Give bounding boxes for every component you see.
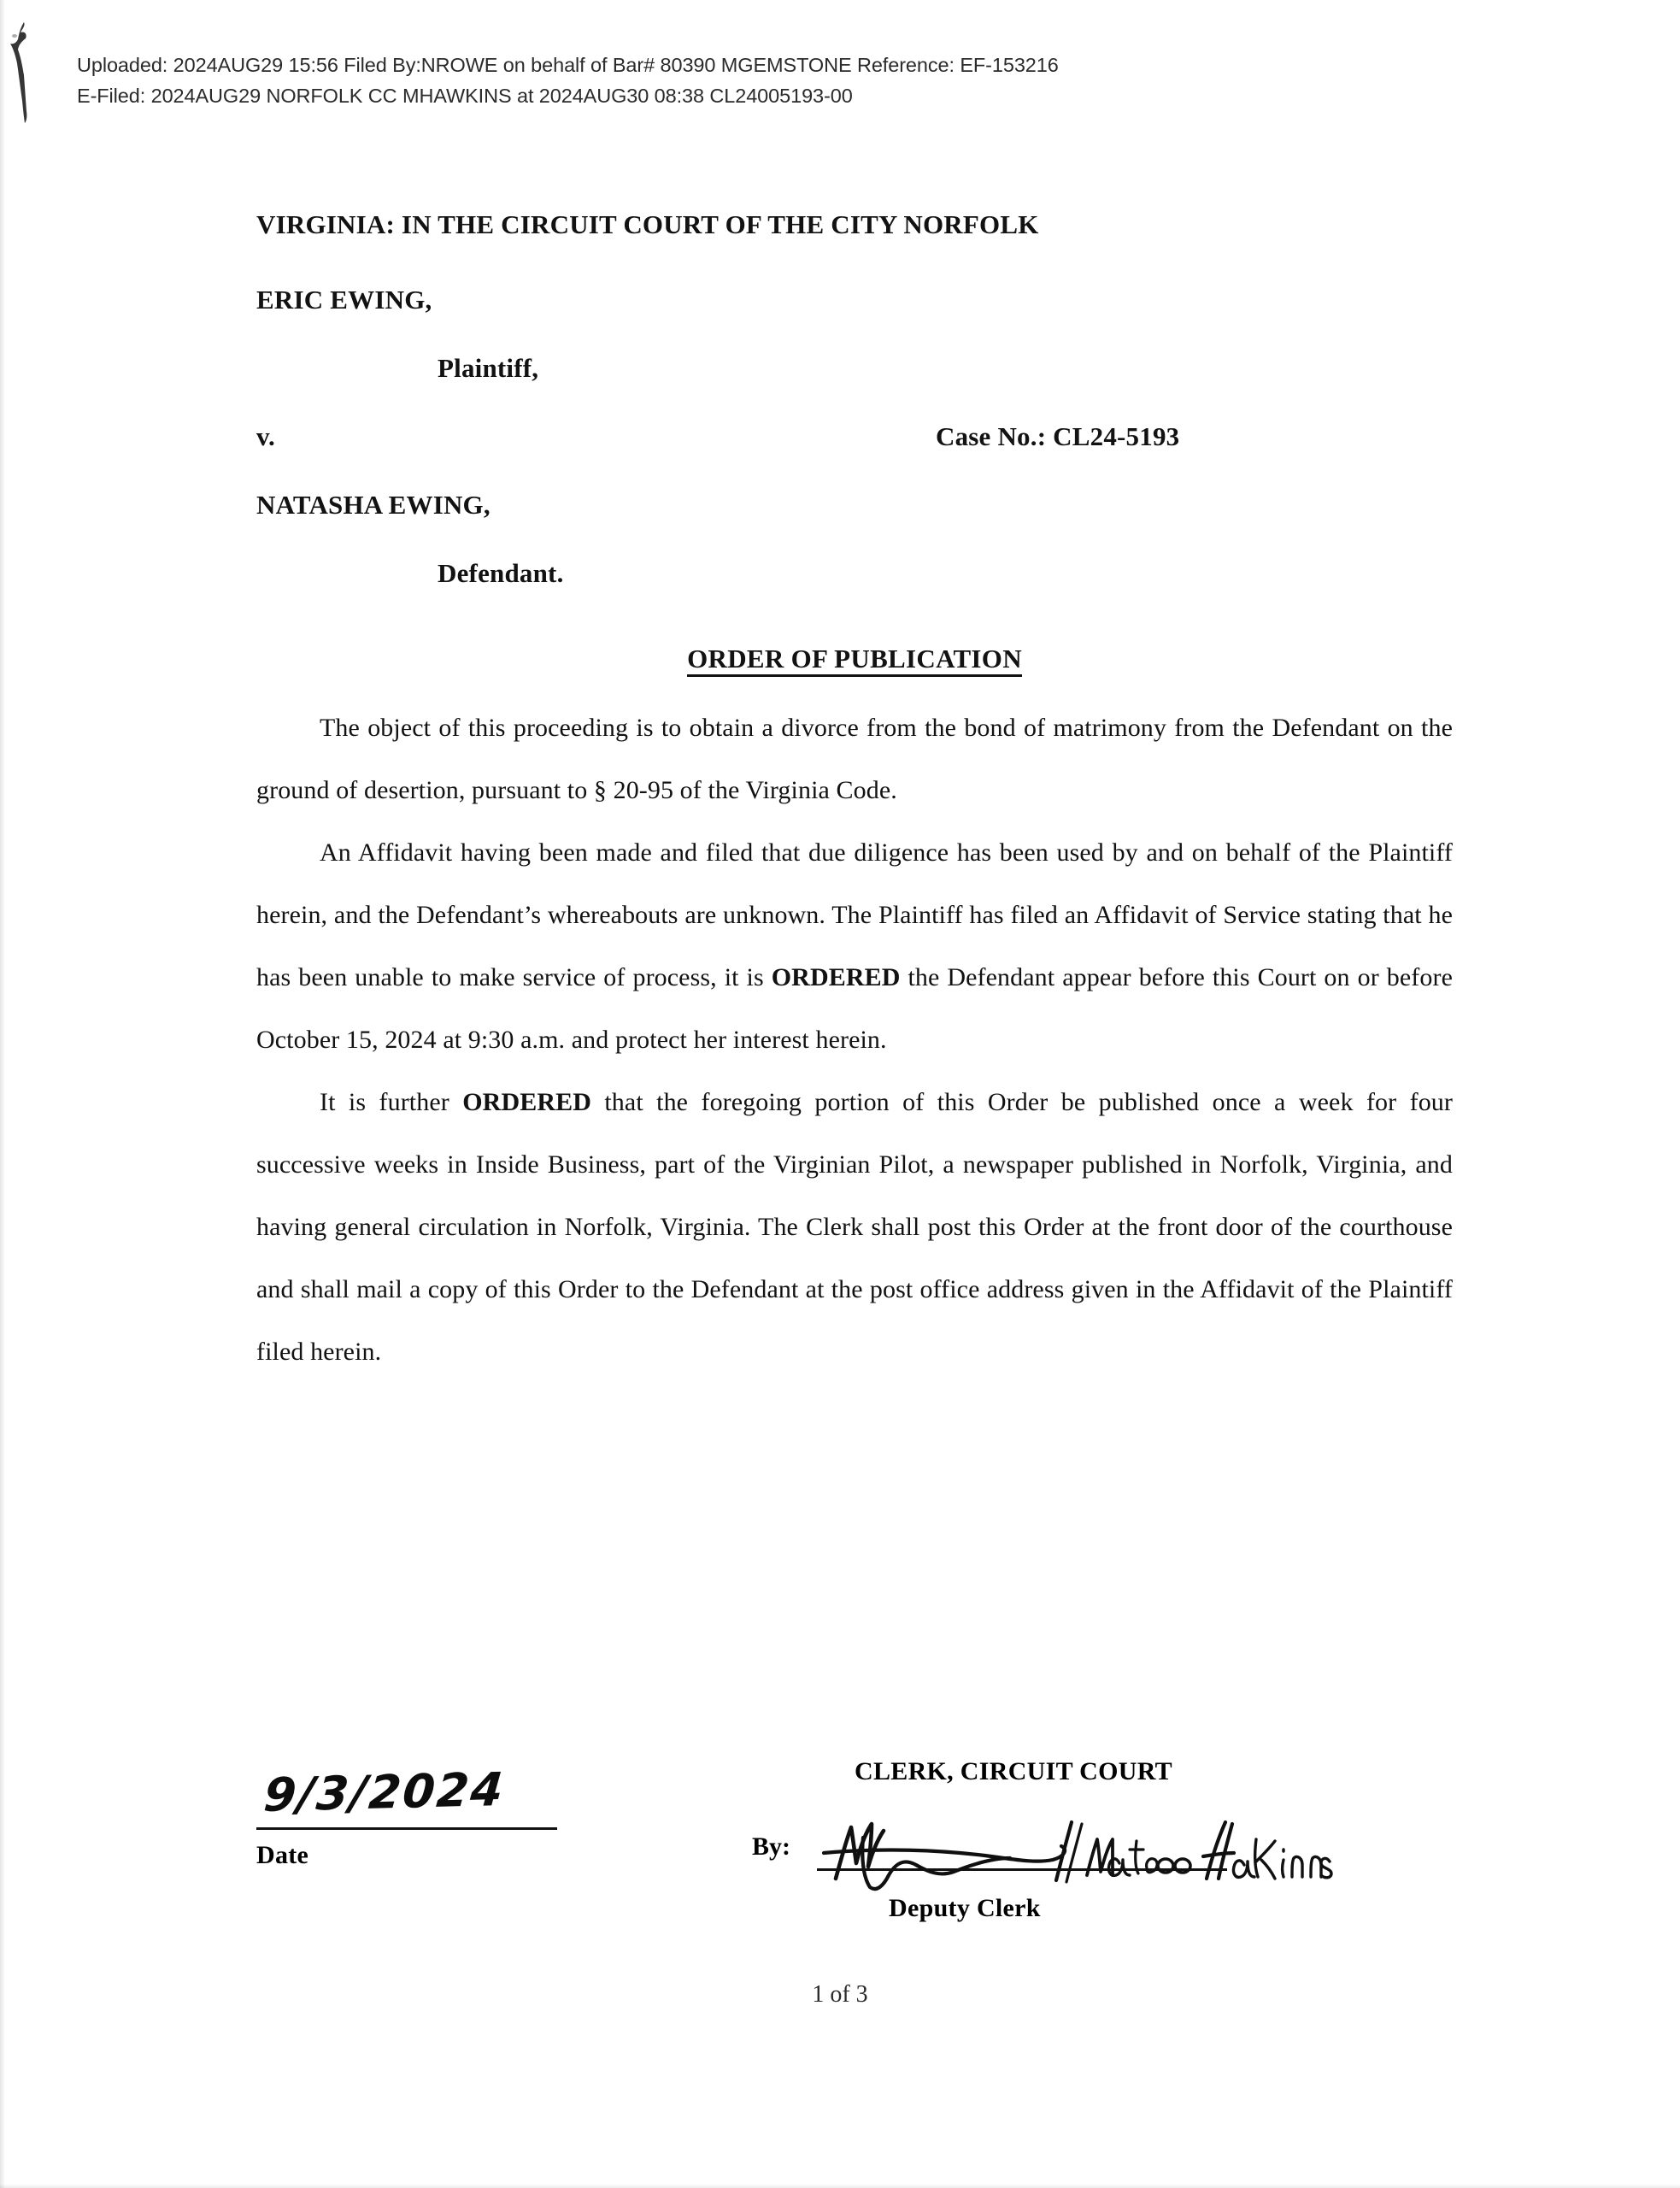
deputy-clerk-label: Deputy Clerk — [889, 1894, 1041, 1922]
by-signature-row — [735, 1819, 1453, 1879]
efiling-stamp-line-efiled: E-Filed: 2024AUG29 NORFOLK CC MHAWKINS at 2024AUG30 08:38 CL24005193-00 — [77, 85, 853, 107]
efiling-stamp-header — [77, 50, 1059, 111]
paragraph-2-text-a: An Affidavit having been made and filed that due diligence has been used by and on behalf of the Plaintiff herein, and the Defendant’s whereabouts are unknown. The Plaintiff has filed an Affidavit of Service stating that he has been unable to make service of process, it is — [256, 838, 1453, 991]
by-label: By: — [752, 1832, 790, 1861]
versus-label: v. — [256, 421, 275, 451]
paragraph-1-text: The object of this proceeding is to obtain a divorce from the bond of matrimony from the Defendant on the ground of desertion, pursuant to § 20-95 of the Virginia Code. — [256, 714, 1453, 804]
date-label: Date — [256, 1841, 309, 1869]
clerk-circuit-court-label: CLERK, CIRCUIT COURT — [855, 1757, 1172, 1785]
deputy-clerk-signature — [812, 1812, 1342, 1906]
caption-row-defendant-role — [256, 558, 1453, 625]
paragraph-2-ordered-emphasis: ORDERED — [771, 963, 901, 991]
date-block — [256, 1762, 564, 1870]
scan-edge-shadow-bottom — [0, 2184, 1680, 2188]
plaintiff-name: ERIC EWING, — [256, 285, 432, 315]
page-number-footer: 1 of 3 — [812, 1981, 868, 2008]
document-body — [256, 209, 1453, 1383]
plaintiff-role-label: Plaintiff, — [438, 353, 539, 383]
handwritten-date: 9/3/2024 — [261, 1762, 507, 1822]
date-signature-line — [256, 1827, 557, 1830]
caption-row-plaintiff-role — [256, 353, 1453, 421]
scan-edge-shadow-left — [0, 0, 5, 2188]
caption-row-plaintiff-name — [256, 285, 1453, 353]
paragraph-publication-ordered — [256, 1071, 1453, 1383]
caption-row-versus — [256, 421, 1453, 490]
paragraph-3-text-b: that the foregoing portion of this Order be published once a week for four successive weeks in Inside Business, part of the Virginian Pilot, a newspaper published in Norfolk, Virginia, and having general circulation in Norfolk, Virginia. The Clerk shall post this Order at the front door of the courthouse and shall mail a copy of this Order to the Defendant at the post office address given in the Affidavit of the Plaintiff filed herein. — [256, 1088, 1453, 1366]
defendant-name: NATASHA EWING, — [256, 490, 490, 520]
case-number: Case No.: CL24-5193 — [936, 421, 1180, 451]
court-title: VIRGINIA: IN THE CIRCUIT COURT OF THE CITY NORFOLK — [256, 209, 1039, 239]
paragraph-object-of-proceeding — [256, 697, 1453, 821]
case-caption — [256, 285, 1453, 625]
defendant-role-label: Defendant. — [438, 558, 564, 588]
clerk-block — [735, 1757, 1453, 1923]
paragraph-3-text-a: It is further — [320, 1088, 463, 1116]
paragraph-2-text-b: the Defendant appear before this Court on or before October 15, 2024 at 9:30 a.m. and protect her interest herein. — [256, 963, 1453, 1054]
caption-row-defendant-name — [256, 490, 1453, 558]
scan-smudge-artifact — [9, 15, 43, 126]
order-heading-text: ORDER OF PUBLICATION — [687, 644, 1022, 677]
clerk-signature-line — [817, 1868, 1227, 1871]
paragraph-affidavit-ordered — [256, 821, 1453, 1071]
paragraph-3-ordered-emphasis: ORDERED — [462, 1088, 591, 1116]
order-of-publication-heading — [256, 644, 1453, 674]
efiling-stamp-line-uploaded: Uploaded: 2024AUG29 15:56 Filed By:NROWE on behalf of Bar# 80390 MGEMSTONE Reference: EF-153216 — [77, 54, 1059, 76]
